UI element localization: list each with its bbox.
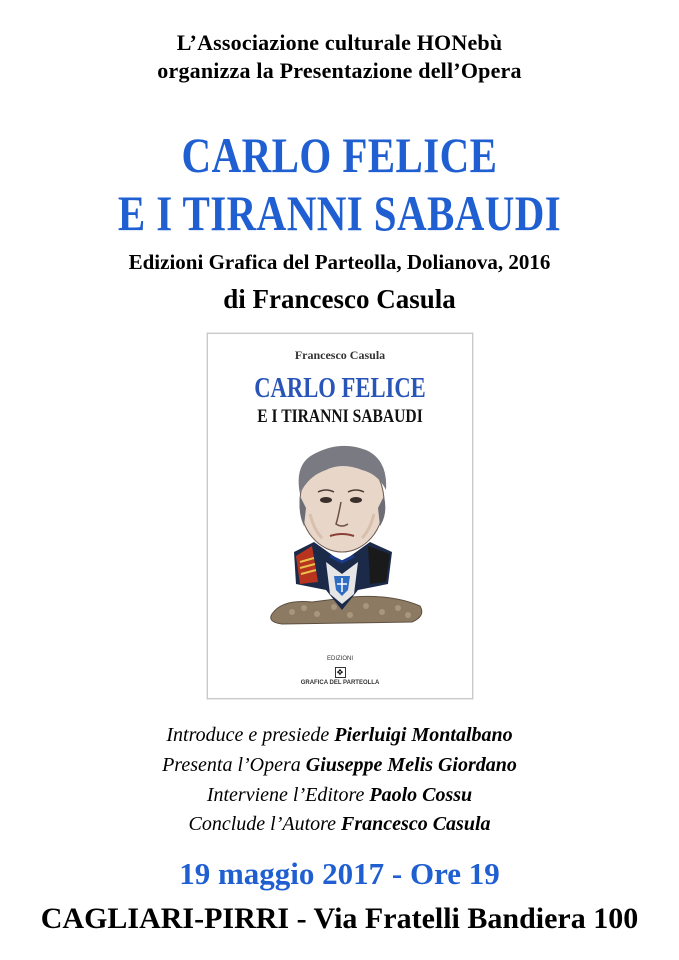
credit-line-presenter bbox=[0, 754, 679, 777]
credit-name: Francesco Casula bbox=[341, 813, 491, 835]
cover-author: Francesco Casula bbox=[294, 348, 386, 362]
cover-title-line2: E I TIRANNI SABAUDI bbox=[257, 406, 423, 427]
author-line: di Francesco Casula bbox=[223, 284, 456, 314]
credit-role: Presenta l’Opera bbox=[162, 754, 306, 776]
credit-role: Introduce e presiede bbox=[166, 724, 335, 746]
cover-publisher: GRAFICA DEL PARTEOLLA bbox=[300, 680, 380, 686]
event-title-line2: E I TIRANNI SABAUDI bbox=[117, 185, 562, 241]
event-title-line1: CARLO FELICE bbox=[181, 127, 498, 183]
credit-role: Conclude l’Autore bbox=[188, 813, 342, 835]
credit-role: Interviene l’Editore bbox=[206, 784, 370, 806]
portrait-illustration bbox=[242, 434, 442, 634]
event-venue: CAGLIARI-PIRRI - Via Fratelli Bandiera 100 bbox=[40, 902, 639, 935]
credit-line-introducer bbox=[0, 724, 679, 747]
organizer-line: L’Associazione culturale HONebù bbox=[176, 30, 503, 55]
credit-name: Paolo Cossu bbox=[369, 784, 473, 806]
credit-line-editor bbox=[0, 784, 679, 807]
edition-info: Edizioni Grafica del Parteolla, Dolianova, 2016 bbox=[128, 250, 551, 274]
event-date: 19 maggio 2017 - Ore 19 bbox=[179, 856, 500, 891]
organizer-subline: organizza la Presentazione dell’Opera bbox=[157, 58, 522, 83]
cover-edition-label: EDIZIONI bbox=[326, 656, 353, 662]
publisher-logo bbox=[208, 656, 472, 686]
credit-name: Giuseppe Melis Giordano bbox=[305, 754, 517, 776]
credit-line-author bbox=[0, 813, 679, 836]
book-cover bbox=[207, 333, 473, 699]
cover-title-line1: CARLO FELICE bbox=[254, 372, 426, 404]
publisher-emblem-icon: ✥ bbox=[335, 667, 346, 678]
credit-name: Pierluigi Montalbano bbox=[334, 724, 513, 746]
